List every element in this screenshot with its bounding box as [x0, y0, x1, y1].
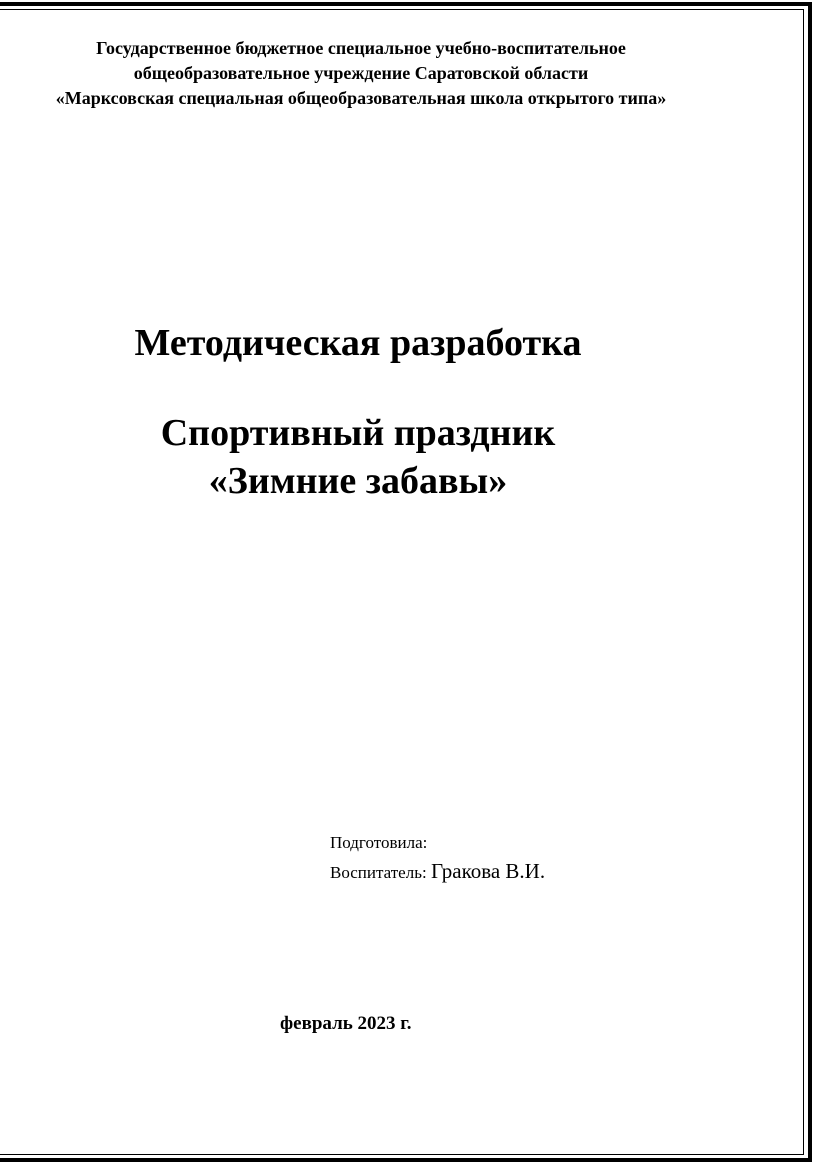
author-line — [330, 858, 545, 886]
prepared-by-label: Подготовила: — [330, 833, 428, 852]
page-frame-inner — [0, 9, 804, 1155]
author-name: Гракова В.И. — [430, 859, 546, 883]
event-title-line-1: Спортивный праздник — [160, 412, 556, 454]
author-role-label: Воспитатель: — [330, 863, 427, 882]
institution-line-3: «Марксовская специальная общеобразовательная школа открытого типа» — [55, 88, 667, 108]
event-title-line-2: «Зимние забавы» — [208, 460, 508, 502]
document-date: февраль 2023 г. — [280, 1013, 412, 1034]
institution-header — [0, 36, 722, 111]
institution-line-1: Государственное бюджетное специальное учебно-воспитательное — [96, 38, 626, 58]
institution-line-2: общеобразовательное учреждение Саратовской области — [133, 63, 589, 83]
document-type-title: Методическая разработка — [134, 322, 582, 364]
